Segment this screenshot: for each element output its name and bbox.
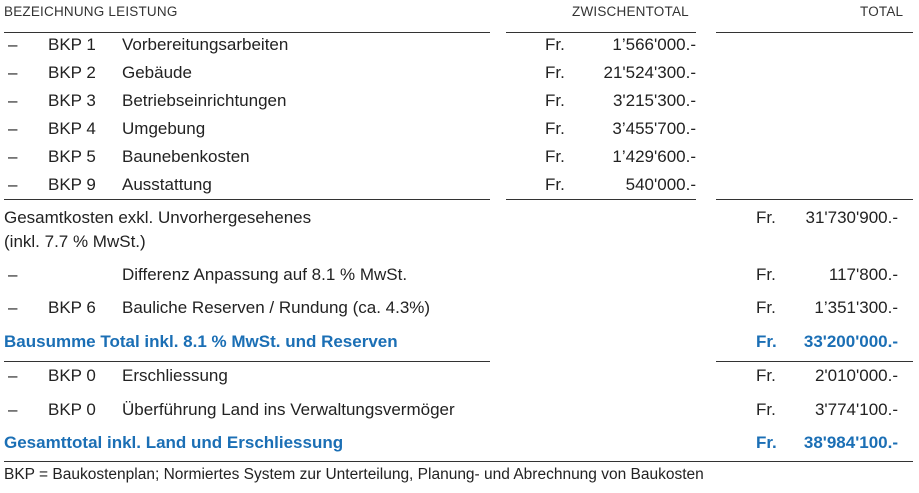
row-dash: – bbox=[8, 63, 18, 82]
row-label: Gebäude bbox=[122, 63, 192, 82]
row-currency: Fr. bbox=[545, 91, 565, 110]
row-code: BKP 4 bbox=[48, 119, 96, 138]
row-code: BKP 6 bbox=[48, 298, 96, 317]
header-rule-right bbox=[716, 32, 913, 33]
row-currency: Fr. bbox=[545, 147, 565, 166]
row-label: Überführung Land ins Verwaltungsvermöger bbox=[122, 400, 455, 419]
gesamtkosten-amount: 31'730'900.- bbox=[805, 208, 898, 227]
row-dash: – bbox=[8, 400, 18, 419]
row-dash: – bbox=[8, 35, 18, 54]
row-currency: Fr. bbox=[545, 63, 565, 82]
row-code: BKP 3 bbox=[48, 91, 96, 110]
row-dash: – bbox=[8, 265, 18, 284]
row-dash: – bbox=[8, 147, 18, 166]
row-dash: – bbox=[8, 119, 18, 138]
row-currency: Fr. bbox=[756, 265, 776, 284]
row-code: BKP 5 bbox=[48, 147, 96, 166]
row-currency: Fr. bbox=[756, 366, 776, 385]
row-amount: 117'800.- bbox=[828, 265, 898, 284]
row-amount: 2'010'000.- bbox=[814, 366, 898, 385]
row-dash: – bbox=[8, 91, 18, 110]
row-amount: 540'000.- bbox=[625, 175, 696, 194]
bausumme-rule-left bbox=[4, 361, 490, 362]
row-amount: 1’429'600.- bbox=[612, 147, 696, 166]
bausumme-label: Bausumme Total inkl. 8.1 % MwSt. und Reserven bbox=[4, 332, 398, 351]
row-dash: – bbox=[8, 298, 18, 317]
row-label: Baunebenkosten bbox=[122, 147, 250, 166]
row-label: Vorbereitungsarbeiten bbox=[122, 35, 289, 54]
row-code: BKP 9 bbox=[48, 175, 96, 194]
footnote: BKP = Baukostenplan; Normiertes System zur Unterteilung, Planung- und Abrechnung von Baukosten bbox=[4, 466, 704, 483]
row-currency: Fr. bbox=[545, 175, 565, 194]
gesamtkosten-sublabel: (inkl. 7.7 % MwSt.) bbox=[4, 232, 146, 251]
row-currency: Fr. bbox=[756, 298, 776, 317]
row-dash: – bbox=[8, 175, 18, 194]
row-label: Ausstattung bbox=[122, 175, 212, 194]
bausumme-rule-right bbox=[716, 361, 913, 362]
gesamtkosten-label: Gesamtkosten exkl. Unvorhergesehenes bbox=[4, 208, 312, 227]
row-amount: 3’455'700.- bbox=[612, 119, 696, 138]
row-currency: Fr. bbox=[545, 119, 565, 138]
row-label: Umgebung bbox=[122, 119, 206, 138]
column-header-description: BEZEICHNUNG LEISTUNG bbox=[4, 4, 178, 19]
bausumme-currency: Fr. bbox=[756, 332, 777, 351]
section-rule-right bbox=[716, 199, 913, 200]
row-amount: 21'524'300.- bbox=[603, 63, 696, 82]
gesamttotal-amount: 38'984'100.- bbox=[803, 433, 898, 452]
section-rule-middle bbox=[506, 199, 696, 200]
footer-rule bbox=[4, 461, 913, 462]
row-code: BKP 1 bbox=[48, 35, 96, 54]
row-code: BKP 2 bbox=[48, 63, 96, 82]
row-amount: 3'774'100.- bbox=[814, 400, 898, 419]
gesamtkosten-currency: Fr. bbox=[756, 208, 776, 227]
column-header-total: TOTAL bbox=[860, 4, 904, 19]
row-dash: – bbox=[8, 366, 18, 385]
bausumme-amount: 33'200'000.- bbox=[803, 332, 898, 351]
section-rule-left bbox=[4, 199, 490, 200]
row-label: Betriebseinrichtungen bbox=[122, 91, 287, 110]
gesamttotal-label: Gesamttotal inkl. Land und Erschliessung bbox=[4, 433, 344, 452]
row-currency: Fr. bbox=[545, 35, 565, 54]
gesamttotal-currency: Fr. bbox=[756, 433, 777, 452]
row-amount: 1’351'300.- bbox=[814, 298, 898, 317]
row-amount: 1’566'000.- bbox=[612, 35, 696, 54]
row-code: BKP 0 bbox=[48, 366, 96, 385]
row-label: Differenz Anpassung auf 8.1 % MwSt. bbox=[122, 265, 408, 284]
row-code: BKP 0 bbox=[48, 400, 96, 419]
row-amount: 3'215'300.- bbox=[612, 91, 696, 110]
row-currency: Fr. bbox=[756, 400, 776, 419]
header-rule-left bbox=[4, 32, 490, 33]
row-label: Bauliche Reserven / Rundung (ca. 4.3%) bbox=[122, 298, 431, 317]
row-label: Erschliessung bbox=[122, 366, 228, 385]
column-header-subtotal: ZWISCHENTOTAL bbox=[572, 4, 689, 19]
header-rule-middle bbox=[506, 32, 696, 33]
